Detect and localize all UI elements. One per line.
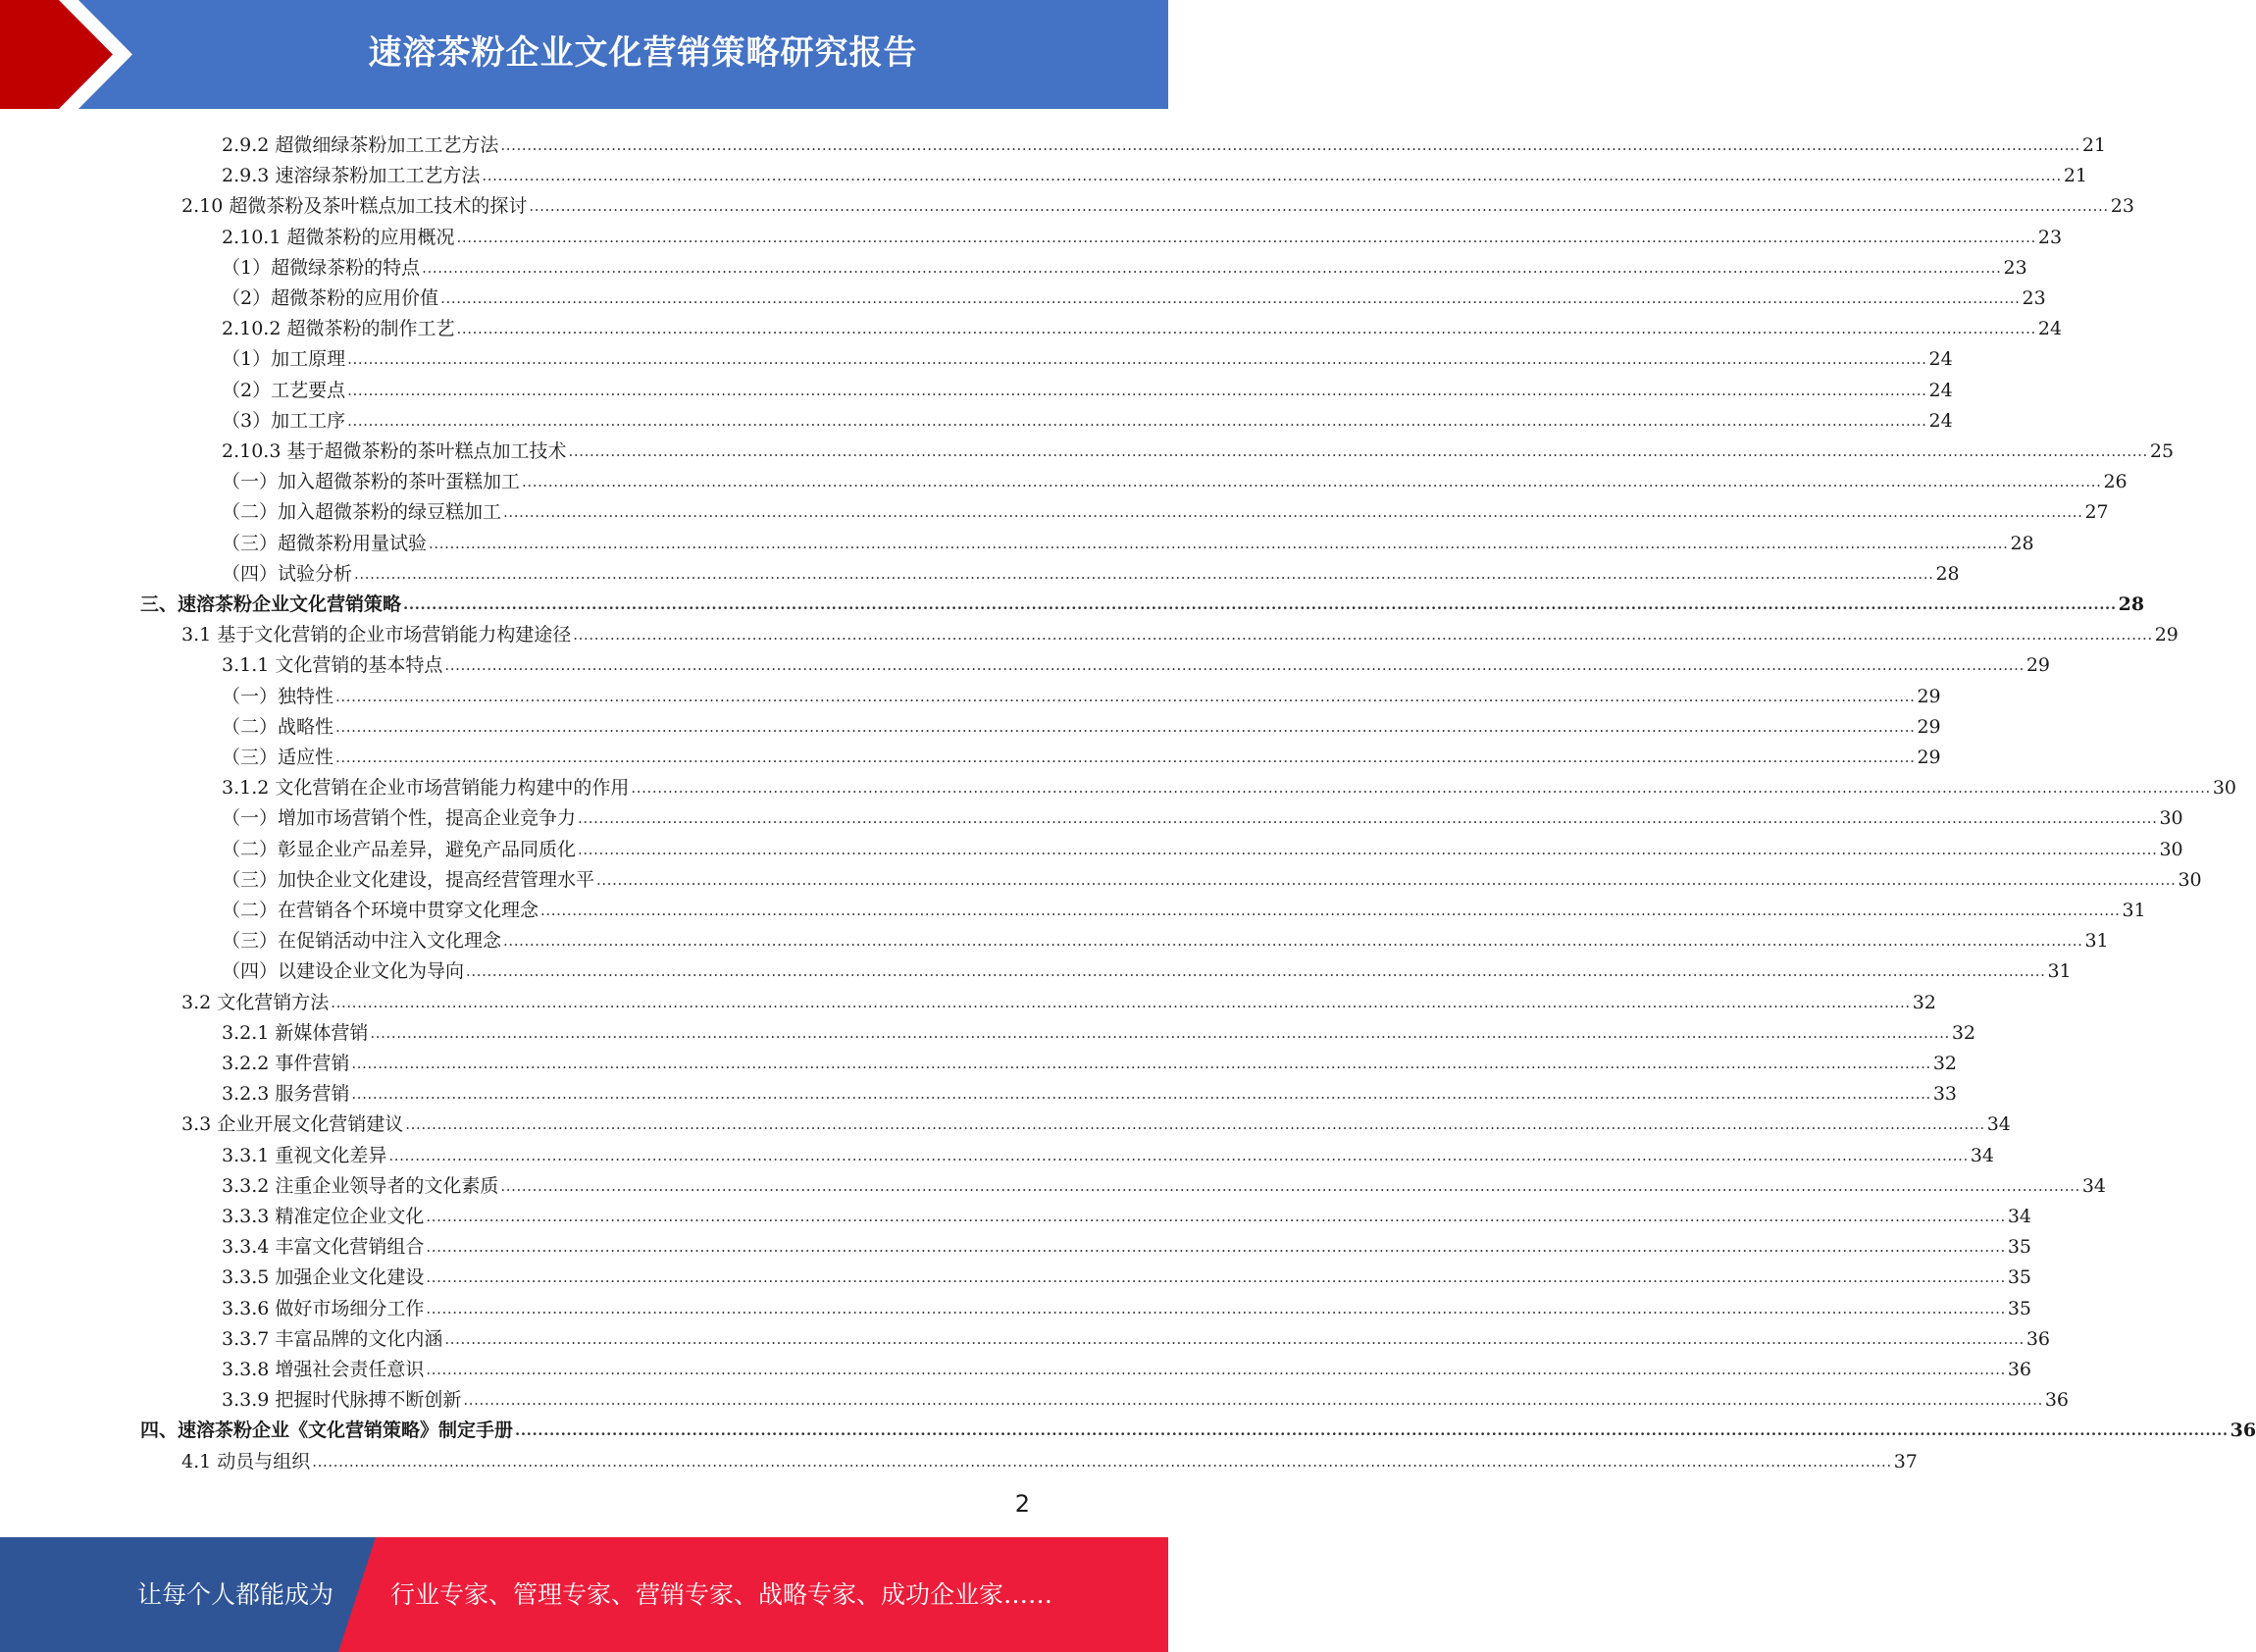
toc-entry[interactable] xyxy=(140,585,2145,615)
toc-entry-page: 31 xyxy=(2047,960,2072,983)
toc-entry-page: 31 xyxy=(2084,930,2109,953)
toc-entry-label: 3.3.2 注重企业领导者的文化素质 xyxy=(222,1174,499,1197)
toc-dot-leader: ............................................................................................................................................................................................................................................................................................................ xyxy=(573,626,2153,645)
toc-entry-page: 30 xyxy=(2212,777,2236,800)
toc-entry-page: 24 xyxy=(1928,409,1953,432)
footer-band xyxy=(0,1537,1168,1652)
toc-entry-label: （2）超微茶粉的应用价值 xyxy=(222,287,439,309)
toc-entry-label: （一）加入超微茶粉的茶叶蛋糕加工 xyxy=(222,471,521,493)
toc-dot-leader: ............................................................................................................................................................................................................................................................................................................ xyxy=(440,289,2021,307)
toc-dot-leader: ............................................................................................................................................................................................................................................................................................................ xyxy=(482,167,2062,185)
toc-entry-page: 30 xyxy=(2159,838,2183,860)
footer-slogan-left: 让每个人都能成为 xyxy=(137,1580,334,1609)
toc-entry-page: 24 xyxy=(2037,318,2063,340)
toc-entry[interactable] xyxy=(222,707,1941,738)
toc-dot-leader: ............................................................................................................................................................................................................................................................................................................ xyxy=(596,870,2177,889)
toc-entry-page: 24 xyxy=(1928,379,1953,401)
toc-entry-page: 23 xyxy=(2003,256,2027,279)
toc-entry-label: 3.3.4 丰富文化营销组合 xyxy=(222,1236,425,1259)
toc-entry-label: 3.3.8 增强社会责任意识 xyxy=(222,1359,425,1380)
toc-entry-page: 37 xyxy=(1893,1450,1918,1472)
toc-entry[interactable] xyxy=(222,677,1941,707)
toc-entry-label: 3.3.1 重视文化差异 xyxy=(222,1144,387,1166)
toc-entry-page: 29 xyxy=(2154,624,2179,646)
toc-dot-leader: ............................................................................................................................................................................................................................................................................................................ xyxy=(354,564,1934,583)
toc-entry[interactable] xyxy=(222,1074,1957,1106)
toc-entry-label: （3）加工工序 xyxy=(222,409,346,432)
toc-entry-label: 3.2.3 服务营销 xyxy=(222,1083,350,1106)
toc-entry-label: 3.3.9 把握时代脉搏不断创新 xyxy=(222,1389,462,1412)
toc-entry-page: 29 xyxy=(2025,654,2050,677)
toc-entry-label: 2.10.1 超微茶粉的应用概况 xyxy=(222,226,455,248)
header-band xyxy=(0,0,1168,109)
toc-entry-label: 3.2.1 新媒体营销 xyxy=(222,1021,369,1044)
toc-entry[interactable] xyxy=(181,1105,2011,1136)
toc-dot-leader: ............................................................................................................................................................................................................................................................................................................ xyxy=(568,442,2148,460)
toc-entry-label: （三）加快企业文化建设，提高经营管理水平 xyxy=(222,868,595,891)
toc-entry-page: 29 xyxy=(1917,747,1941,768)
toc-entry-page: 36 xyxy=(2007,1359,2031,1380)
toc-entry[interactable] xyxy=(140,1411,2256,1442)
toc-dot-leader: ............................................................................................................................................................................................................................................................................................................ xyxy=(529,197,2109,216)
toc-entry[interactable] xyxy=(222,1289,2031,1319)
toc-entry-page: 28 xyxy=(2010,532,2034,554)
toc-dot-leader: ............................................................................................................................................................................................................................................................................................................ xyxy=(335,717,1916,736)
toc-dot-leader: ............................................................................................................................................................................................................................................................................................................ xyxy=(522,473,2102,491)
toc-entry-page: 36 xyxy=(2230,1420,2256,1442)
toc-entry[interactable] xyxy=(222,1013,1975,1044)
toc-dot-leader: ............................................................................................................................................................................................................................................................................................................ xyxy=(405,1115,1985,1134)
toc-entry-page: 36 xyxy=(2025,1327,2050,1350)
toc-entry-label: （四）试验分析 xyxy=(222,562,353,585)
toc-entry-page: 28 xyxy=(2118,594,2145,615)
document-title: 速溶茶粉企业文化营销策略研究报告 xyxy=(368,33,918,73)
toc-entry[interactable] xyxy=(222,309,2063,340)
toc-entry[interactable] xyxy=(222,1258,2031,1289)
toc-entry[interactable] xyxy=(181,1442,1918,1472)
toc-entry-label: 3.2 文化营销方法 xyxy=(181,991,330,1013)
toc-entry-page: 27 xyxy=(2084,501,2109,524)
toc-entry-page: 32 xyxy=(1932,1053,1957,1074)
toc-entry-label: 三、速溶茶粉企业文化营销策略 xyxy=(140,594,402,615)
toc-dot-leader: ............................................................................................................................................................................................................................................................................................................ xyxy=(466,962,2046,981)
toc-dot-leader: ............................................................................................................................................................................................................................................................................................................ xyxy=(347,381,1927,399)
toc-entry-page: 35 xyxy=(2007,1297,2031,1319)
toc-dot-leader: ............................................................................................................................................................................................................................................................................................................ xyxy=(578,809,2158,828)
toc-dot-leader: ............................................................................................................................................................................................................................................................................................................ xyxy=(456,228,2036,246)
toc-dot-leader: ............................................................................................................................................................................................................................................................................................................ xyxy=(426,1268,2006,1287)
toc-dot-leader: ............................................................................................................................................................................................................................................................................................................ xyxy=(403,595,2117,613)
toc-entry[interactable] xyxy=(222,1044,1957,1074)
toc-entry-label: （一）增加市场营销个性，提高企业竞争力 xyxy=(222,807,577,830)
toc-entry-label: （二）加入超微茶粉的绿豆糕加工 xyxy=(222,501,502,524)
toc-entry-page: 33 xyxy=(1932,1083,1957,1106)
toc-entry-label: （二）彰显企业产品差异，避免产品同质化 xyxy=(222,838,577,860)
toc-entry-label: （1）加工原理 xyxy=(222,348,346,371)
toc-entry-page: 24 xyxy=(1928,348,1953,371)
toc-entry-label: 3.1 基于文化营销的企业市场营销能力构建途径 xyxy=(181,624,572,646)
toc-entry[interactable] xyxy=(222,554,1960,585)
toc-dot-leader: ............................................................................................................................................................................................................................................................................................................ xyxy=(347,350,1927,369)
toc-entry[interactable] xyxy=(222,799,2183,830)
toc-entry[interactable] xyxy=(222,768,2236,800)
toc-entry[interactable] xyxy=(181,983,1936,1013)
toc-entry-label: 2.10.2 超微茶粉的制作工艺 xyxy=(222,318,455,340)
page-number: 2 xyxy=(1014,1490,1030,1518)
toc-entry-label: （三）适应性 xyxy=(222,747,334,768)
toc-entry-label: 四、速溶茶粉企业《文化营销策略》制定手册 xyxy=(140,1420,514,1442)
toc-entry-label: 3.3.5 加强企业文化建设 xyxy=(222,1266,425,1289)
toc-dot-leader: ............................................................................................................................................................................................................................................................................................................ xyxy=(426,1361,2006,1378)
toc-entry-label: 3.1.1 文化营销的基本特点 xyxy=(222,654,443,677)
toc-entry-label: （三）超微茶粉用量试验 xyxy=(222,532,428,554)
toc-entry[interactable] xyxy=(181,186,2134,218)
toc-dot-leader: ............................................................................................................................................................................................................................................................................................................ xyxy=(631,779,2211,798)
toc-entry-label: （2）工艺要点 xyxy=(222,379,346,401)
toc-entry-label: （二）战略性 xyxy=(222,715,334,738)
toc-entry[interactable] xyxy=(222,1136,1994,1166)
toc-entry-page: 21 xyxy=(2063,165,2087,187)
toc-dot-leader: ............................................................................................................................................................................................................................................................................................................ xyxy=(335,749,1916,766)
toc-entry-label: 2.10.3 基于超微茶粉的茶叶糕点加工技术 xyxy=(222,440,567,462)
toc-dot-leader: ............................................................................................................................................................................................................................................................................................................ xyxy=(426,1299,2006,1317)
toc-entry[interactable] xyxy=(222,432,2175,462)
toc-entry-page: 23 xyxy=(2110,195,2134,218)
toc-entry-page: 25 xyxy=(2149,440,2175,462)
toc-entry-label: 3.3.3 精准定位企业文化 xyxy=(222,1206,425,1227)
toc-entry-label: 2.10 超微茶粉及茶叶糕点加工技术的探讨 xyxy=(181,195,528,218)
toc-dot-leader: ............................................................................................................................................................................................................................................................................................................ xyxy=(331,993,1911,1011)
toc-entry[interactable] xyxy=(222,1350,2031,1380)
toc-dot-leader: ............................................................................................................................................................................................................................................................................................................ xyxy=(370,1023,1950,1042)
toc-entry-page: 29 xyxy=(1917,685,1941,707)
toc-entry-page: 26 xyxy=(2103,471,2128,493)
toc-dot-leader: ............................................................................................................................................................................................................................................................................................................ xyxy=(312,1452,1892,1471)
toc-entry-label: 4.1 动员与组织 xyxy=(181,1450,311,1472)
toc-entry[interactable] xyxy=(222,279,2046,309)
toc-entry-page: 35 xyxy=(2007,1236,2031,1259)
toc-dot-leader: ............................................................................................................................................................................................................................................................................................................ xyxy=(388,1146,1969,1164)
toc-entry[interactable] xyxy=(222,1319,2050,1350)
toc-dot-leader: ............................................................................................................................................................................................................................................................................................................ xyxy=(351,1055,1931,1072)
toc-dot-leader: ............................................................................................................................................................................................................................................................................................................ xyxy=(422,258,2002,277)
toc-dot-leader: ............................................................................................................................................................................................................................................................................................................ xyxy=(335,687,1916,705)
toc-entry-label: （三）在促销活动中注入文化理念 xyxy=(222,930,502,953)
toc-entry-page: 23 xyxy=(2022,287,2046,309)
toc-entry[interactable] xyxy=(222,339,1953,371)
toc-entry-page: 36 xyxy=(2044,1389,2069,1412)
toc-dot-leader: ............................................................................................................................................................................................................................................................................................................ xyxy=(426,1208,2006,1225)
toc-entry-page: 34 xyxy=(1986,1113,2011,1136)
toc-entry-label: （四）以建设企业文化为导向 xyxy=(222,960,465,983)
chevron-arrow-icon xyxy=(0,0,157,109)
toc-entry-page: 32 xyxy=(1951,1021,1975,1044)
toc-dot-leader: ............................................................................................................................................................................................................................................................................................................ xyxy=(456,320,2036,338)
toc-entry-page: 21 xyxy=(2081,134,2106,156)
toc-entry[interactable] xyxy=(222,462,2128,493)
toc-entry[interactable] xyxy=(222,645,2050,677)
toc-entry[interactable] xyxy=(222,1197,2031,1227)
toc-dot-leader: ............................................................................................................................................................................................................................................................................................................ xyxy=(429,534,2009,552)
toc-entry[interactable] xyxy=(222,492,2109,524)
toc-entry[interactable] xyxy=(222,524,2034,554)
toc-entry[interactable] xyxy=(222,248,2027,279)
toc-entry[interactable] xyxy=(222,371,1953,401)
toc-entry-page: 30 xyxy=(2178,868,2202,891)
toc-dot-leader: ............................................................................................................................................................................................................................................................................................................ xyxy=(540,902,2121,919)
toc-dot-leader: ............................................................................................................................................................................................................................................................................................................ xyxy=(351,1085,1931,1104)
footer-slogan-right: 行业专家、管理专家、营销专家、战略专家、成功企业家…… xyxy=(390,1580,1053,1609)
toc-entry-label: 3.3.7 丰富品牌的文化内涵 xyxy=(222,1327,443,1350)
toc-entry[interactable] xyxy=(222,1227,2031,1259)
toc-entry[interactable] xyxy=(222,218,2063,248)
toc-entry-page: 35 xyxy=(2007,1266,2031,1289)
toc-entry[interactable] xyxy=(181,615,2179,646)
toc-dot-leader: ............................................................................................................................................................................................................................................................................................................ xyxy=(500,1176,2080,1195)
toc-entry-page: 32 xyxy=(1912,991,1936,1013)
toc-dot-leader: ............................................................................................................................................................................................................................................................................................................ xyxy=(515,1421,2229,1440)
toc-dot-leader: ............................................................................................................................................................................................................................................................................................................ xyxy=(503,932,2083,951)
toc-entry-page: 23 xyxy=(2037,226,2063,248)
toc-entry[interactable] xyxy=(222,156,2087,187)
toc-dot-leader: ............................................................................................................................................................................................................................................................................................................ xyxy=(426,1238,2006,1257)
toc-dot-leader: ............................................................................................................................................................................................................................................................................................................ xyxy=(578,840,2158,858)
toc-dot-leader: ............................................................................................................................................................................................................................................................................................................ xyxy=(444,1329,2025,1348)
toc-entry-label: 3.1.2 文化营销在企业市场营销能力构建中的作用 xyxy=(222,777,630,800)
toc-entry-page: 34 xyxy=(2007,1206,2031,1227)
toc-entry[interactable] xyxy=(222,952,2072,983)
toc-entry-label: 3.3.6 做好市场细分工作 xyxy=(222,1297,425,1319)
toc-entry-label: 2.9.3 速溶绿茶粉加工工艺方法 xyxy=(222,165,481,187)
toc-entry[interactable] xyxy=(222,860,2202,891)
toc-dot-leader: ............................................................................................................................................................................................................................................................................................................ xyxy=(503,503,2083,522)
toc-entry-page: 28 xyxy=(1935,562,1960,585)
toc-entry-label: 3.2.2 事件营销 xyxy=(222,1053,350,1074)
toc-entry-page: 34 xyxy=(2081,1174,2106,1197)
toc-entry-label: 3.3 企业开展文化营销建议 xyxy=(181,1113,404,1136)
toc-dot-leader: ............................................................................................................................................................................................................................................................................................................ xyxy=(347,411,1927,430)
toc-entry[interactable] xyxy=(222,738,1941,768)
toc-dot-leader: ............................................................................................................................................................................................................................................................................................................ xyxy=(500,136,2080,154)
toc-entry-label: （1）超微绿茶粉的特点 xyxy=(222,256,421,279)
toc-entry-label: 2.9.2 超微细绿茶粉加工工艺方法 xyxy=(222,134,499,156)
toc-dot-leader: ............................................................................................................................................................................................................................................................................................................ xyxy=(444,656,2025,675)
toc-entry[interactable] xyxy=(222,1380,2069,1412)
toc-entry-page: 30 xyxy=(2159,807,2183,830)
toc-entry[interactable] xyxy=(222,126,2106,156)
toc-entry[interactable] xyxy=(222,401,1953,432)
toc-entry-label: （二）在营销各个环境中贯穿文化理念 xyxy=(222,900,539,921)
toc-entry-label: （一）独特性 xyxy=(222,685,334,707)
toc-entry[interactable] xyxy=(222,1166,2106,1197)
toc-dot-leader: ............................................................................................................................................................................................................................................................................................................ xyxy=(463,1391,2043,1410)
toc-entry[interactable] xyxy=(222,921,2109,953)
toc-entry-page: 34 xyxy=(1970,1144,1994,1166)
toc-entry-page: 29 xyxy=(1917,715,1941,738)
toc-entry[interactable] xyxy=(222,830,2183,860)
toc-entry-page: 31 xyxy=(2122,900,2146,921)
toc-entry[interactable] xyxy=(222,891,2146,921)
